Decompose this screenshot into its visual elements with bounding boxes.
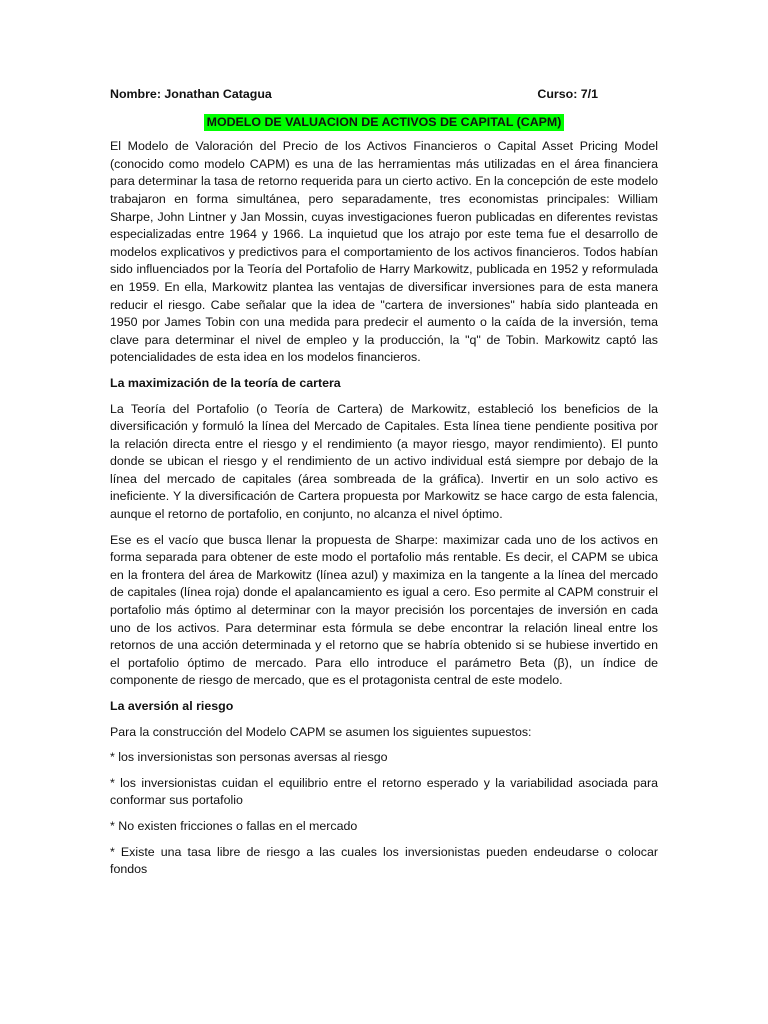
portfolio-paragraph: La Teoría del Portafolio (o Teoría de Cartera) de Markowitz, estableció los beneficios de la diversificación y formuló la línea del Mercado de Capitales. Esta línea tiene pendiente positiva por la relación directa entre el riesgo y el rendimiento (a mayor riesgo, mayor rendimiento). El punto donde se ubican el riesgo y el rendimiento de un activo individual está siempre por debajo de la línea del mercado de capitales (área sombreada de la gráfica). Invertir en un solo activo es ineficiente. Y la diversificación de Cartera propuesta por Markowitz se hace cargo de esta falencia, aunque el retorno de portafolio, en conjunto, no alcanza el nivel óptimo. — [110, 401, 658, 522]
intro-paragraph: El Modelo de Valoración del Precio de los Activos Financieros o Capital Asset Pricing Model (conocido como modelo CAPM) es una de las herramientas más utilizadas en el área financiera para determinar la tasa de retorno requerida para un cierto activo. En la concepción de este modelo trabajaron en forma simultánea, pero separadamente, tres economistas principales: William Sharpe, John Lintner y Jan Mossin, cuyas investigaciones fueron publicadas en diferentes revistas especializadas entre 1964 y 1966. La inquietud que los atrajo por este tema fue el desarrollo de modelos explicativos y predictivos para el comportamiento de los activos financieros. Todos habían sido influenciados por la Teoría del Portafolio de Harry Markowitz, publicada en 1952 y reformulada en 1959. En ella, Markowitz plantea las ventajas de diversificar inversiones para de esta manera reducir el riesgo. Cabe señalar que la idea de "cartera de inversiones" había sido planteada en 1950 por James Tobin con una medida para predecir el aumento o la caída de la inversión, tema clave para determinar el nivel de empleo y la producción, la "q" de Tobin. Markowitz captó las potencialidades de esta idea en los modelos financieros. — [110, 139, 658, 365]
section-heading-portfolio: La maximización de la teoría de cartera — [110, 375, 341, 390]
document-header — [110, 86, 658, 104]
student-name: Nombre: Jonathan Catagua — [110, 87, 272, 101]
document-page — [110, 86, 658, 887]
course-label: Curso: 7/1 — [537, 87, 598, 101]
document-title: MODELO DE VALUACION DE ACTIVOS DE CAPITAL (CAPM) — [204, 114, 565, 132]
assumption-item: * Existe una tasa libre de riesgo a las cuales los inversionistas pueden endeudarse o colocar fondos — [110, 844, 658, 877]
section-heading-risk-aversion: La aversión al riesgo — [110, 699, 234, 713]
assumptions-intro: Para la construcción del Modelo CAPM se asumen los siguientes supuestos: — [110, 724, 532, 739]
assumption-item: * los inversionistas son personas aversas al riesgo — [110, 750, 388, 765]
assumption-item: * los inversionistas cuidan el equilibrio entre el retorno esperado y la variabilidad asociada para conformar sus portafolio — [110, 775, 658, 808]
sharpe-paragraph: Ese es el vacío que busca llenar la propuesta de Sharpe: maximizar cada uno de los activos en forma separada para obtener de este modo el portafolio más rentable. Es decir, el CAPM se ubica en la frontera del área de Markowitz (línea azul) y maximiza en la tangente a la línea del mercado de capitales (línea roja) donde el apalancamiento es igual a cero. Eso permite al CAPM construir el portafolio más óptimo al determinar con la mayor precisión los porcentajes de inversión en cada uno de los activos. Para determinar esta fórmula se debe encontrar la relación lineal entre los retornos de una acción determinada y el retorno que se habría obtenido si se hubiese invertido en el portafolio óptimo de mercado. Para ello introduce el parámetro Beta (β), un índice de componente de riesgo de mercado, que es el protagonista central de este modelo. — [110, 532, 658, 688]
assumption-item: * No existen fricciones o fallas en el mercado — [110, 818, 358, 833]
title-wrapper — [110, 114, 658, 132]
